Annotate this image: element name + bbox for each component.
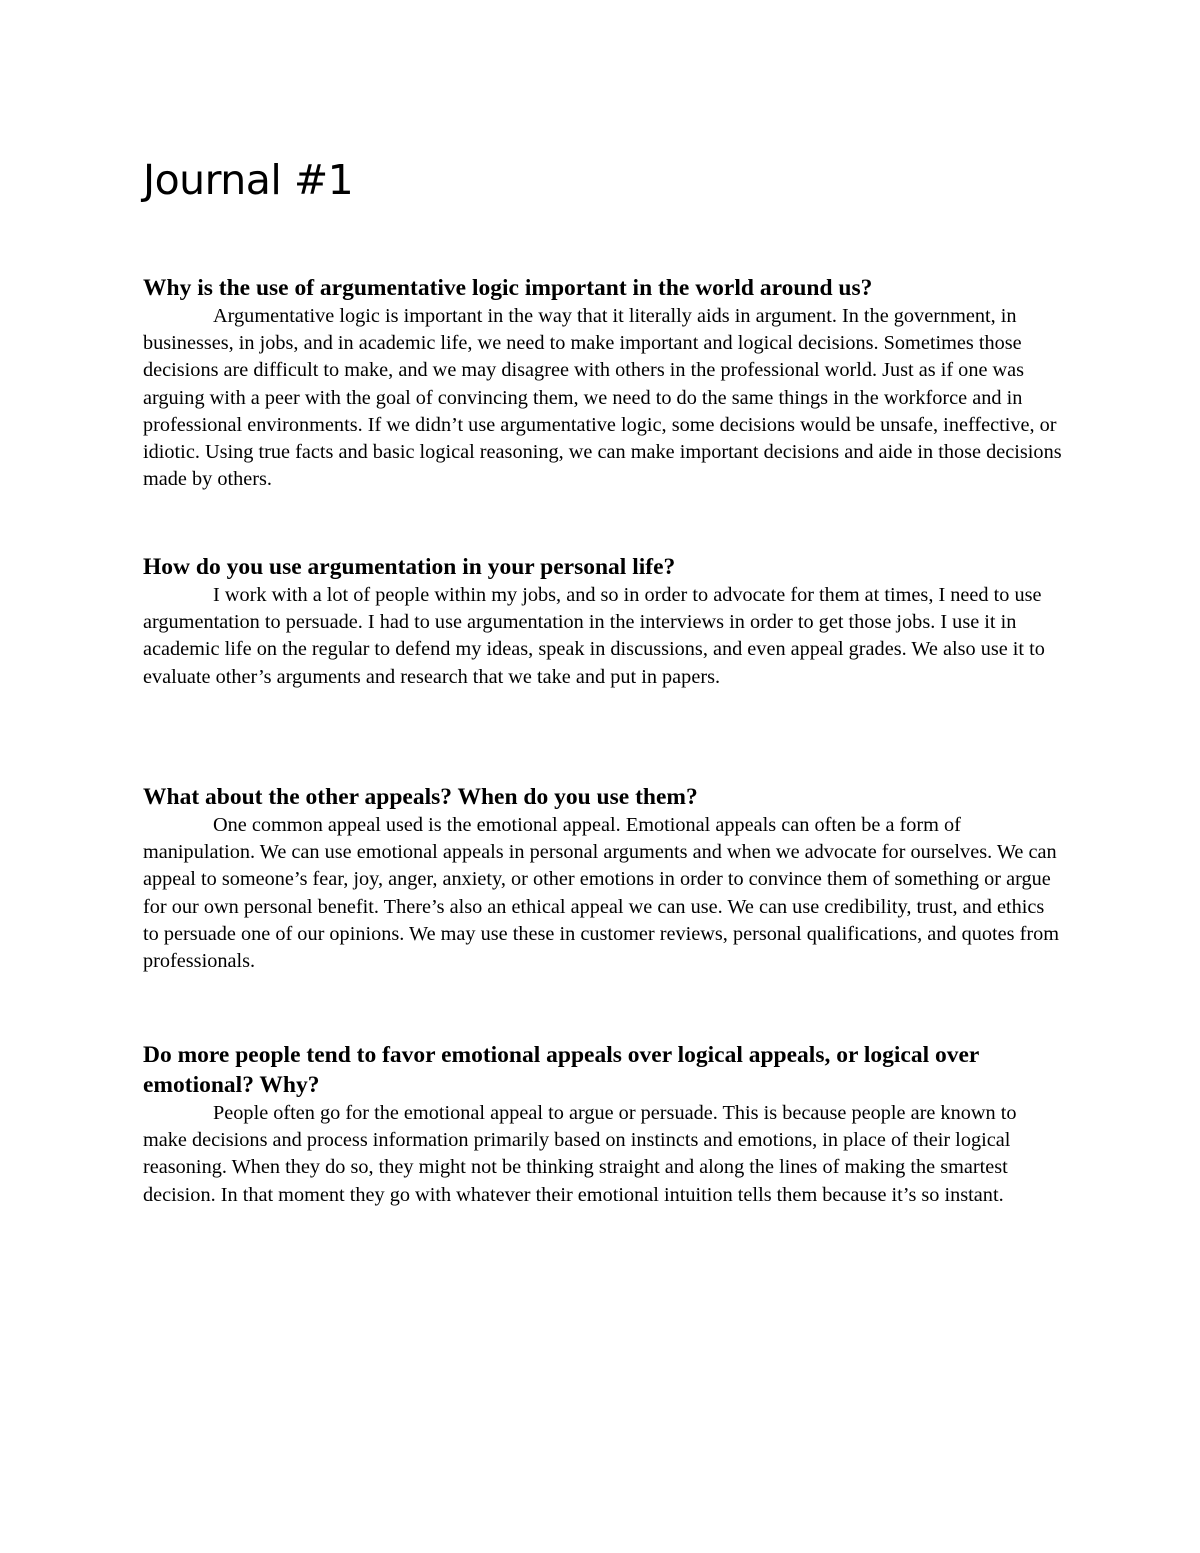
section-answer: One common appeal used is the emotional appeal. Emotional appeals can often be a form of manipulation. We can use emotional appeals in personal arguments and when we advocate for ourselves. We can appeal to someone’s fear, joy, anger, anxiety, or other emotions in order to convince them of something or argue for our own personal benefit. There’s also an ethical appeal we can use. We can use credibility, trust, and ethics to persuade one of our opinions. We may use these in customer reviews, personal qualifications, and quotes from professionals. <box>143 814 1060 973</box>
section-question: Why is the use of argumentative logic important in the world around us? <box>143 275 873 301</box>
section-question: How do you use argumentation in your personal life? <box>143 554 676 580</box>
journal-section-personal-life <box>143 552 1063 691</box>
section-answer: Argumentative logic is important in the way that it literally aids in argument. In the government, in businesses, in jobs, and in academic life, we need to make important and logical decisions. Sometimes those decisions are difficult to make, and we may disagree with others in the professional world. Just as if one was arguing with a peer with the goal of convincing them, we need to do the same things in the workforce and in professional environments. If we didn’t use argumentative logic, some decisions would be unsafe, ineffective, or idiotic. Using true facts and basic logical reasoning, we can make important decisions and aide in those decisions made by others. <box>143 305 1062 491</box>
section-question: Do more people tend to favor emotional appeals over logical appeals, or logical over emotional? Why? <box>143 1042 979 1098</box>
journal-section-other-appeals <box>143 782 1063 975</box>
journal-section-emotional-vs-logical <box>143 1040 1063 1209</box>
section-question: What about the other appeals? When do you use them? <box>143 784 698 810</box>
section-answer: I work with a lot of people within my jobs, and so in order to advocate for them at times, I need to use argumentation to persuade. I had to use argumentation in the interviews in order to get those jobs. I use it in academic life on the regular to defend my ideas, speak in discussions, and even appeal grades. We also use it to evaluate other’s arguments and research that we take and put in papers. <box>143 584 1045 688</box>
journal-section-argumentative-logic <box>143 273 1063 493</box>
page-title: Journal #1 <box>143 156 354 204</box>
section-answer: People often go for the emotional appeal to argue or persuade. This is because people are known to make decisions and process information primarily based on instincts and emotions, in place of their logical reasoning. When they do so, they might not be thinking straight and along the lines of making the smartest decision. In that moment they go with whatever their emotional intuition tells them because it’s so instant. <box>143 1102 1017 1206</box>
